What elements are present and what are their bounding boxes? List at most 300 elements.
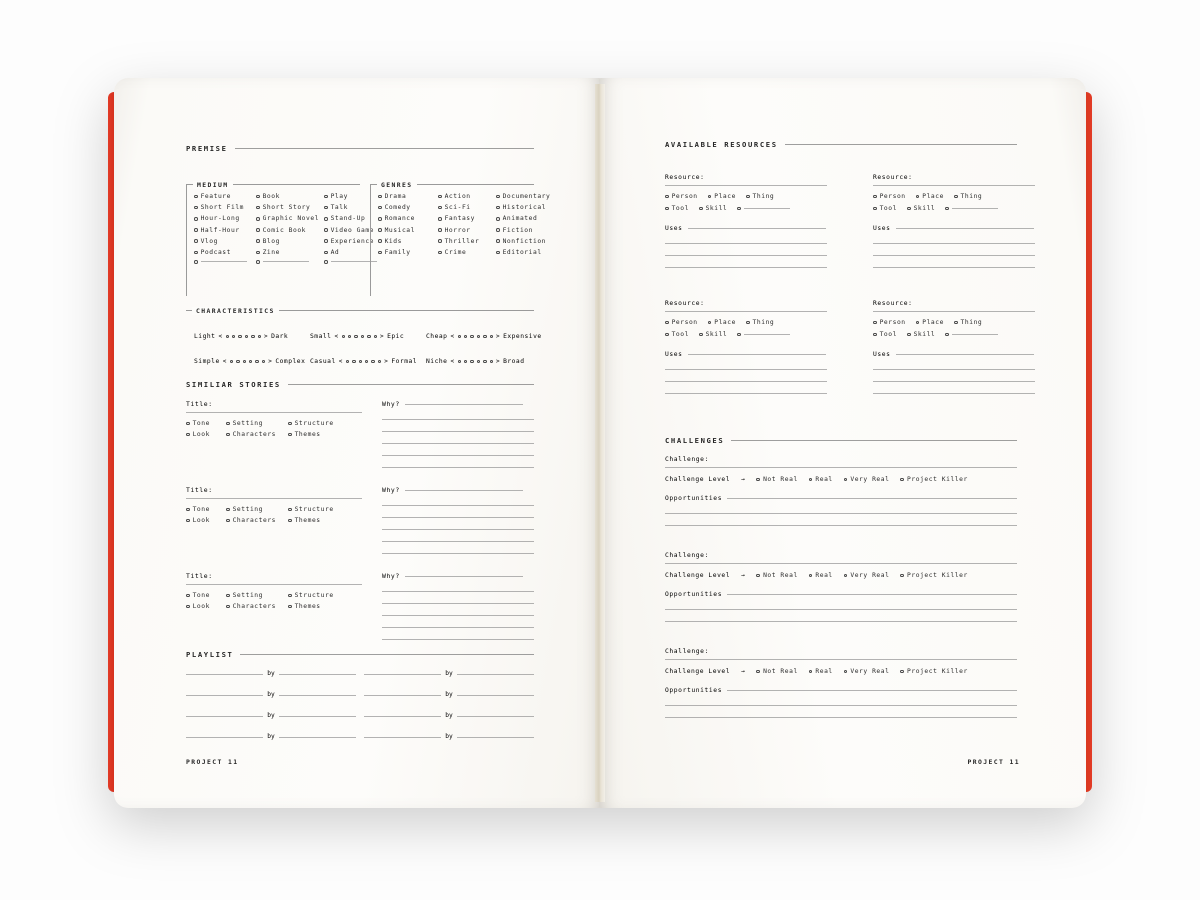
option-setting[interactable]: [226, 420, 286, 427]
option-graphic-novel[interactable]: [256, 215, 318, 222]
playlist-row[interactable]: [364, 670, 534, 677]
why-input-line[interactable]: [382, 553, 534, 554]
uses-input-line[interactable]: [873, 243, 1035, 244]
radio-circle-icon[interactable]: [378, 195, 382, 199]
playlist-row[interactable]: [364, 733, 534, 740]
option-tone[interactable]: [186, 420, 224, 427]
uses-input-line[interactable]: [665, 243, 827, 244]
option-themes[interactable]: [288, 431, 350, 438]
option-family[interactable]: [378, 249, 432, 256]
playlist-song-line[interactable]: [364, 716, 441, 717]
title-input-line[interactable]: [186, 498, 362, 499]
option-fiction[interactable]: [496, 227, 558, 234]
radio-circle-icon[interactable]: [907, 207, 911, 211]
playlist-artist-line[interactable]: [279, 737, 356, 738]
write-in-line[interactable]: [952, 334, 998, 335]
option-very-real[interactable]: [844, 572, 890, 579]
radio-circle-icon[interactable]: [809, 670, 813, 674]
radio-circle-icon[interactable]: [496, 228, 500, 232]
option-not-real[interactable]: [756, 668, 797, 675]
why-input-line[interactable]: [382, 591, 534, 592]
option-short-film[interactable]: [194, 204, 250, 211]
option-blank[interactable]: [737, 207, 790, 211]
radio-circle-icon[interactable]: [699, 333, 703, 337]
why-input-line[interactable]: [382, 505, 534, 506]
scale-dot-icon[interactable]: [470, 335, 473, 338]
radio-circle-icon[interactable]: [737, 207, 741, 211]
scale-dot-icon[interactable]: [490, 360, 493, 363]
option-person[interactable]: [665, 319, 698, 326]
radio-circle-icon[interactable]: [438, 195, 442, 199]
radio-circle-icon[interactable]: [665, 195, 669, 199]
option-look[interactable]: [186, 517, 224, 524]
scale-dot-icon[interactable]: [477, 360, 480, 363]
option-podcast[interactable]: [194, 249, 250, 256]
option-skill[interactable]: [699, 331, 727, 338]
playlist-song-line[interactable]: [186, 695, 263, 696]
why-input-line[interactable]: [382, 639, 534, 640]
radio-circle-icon[interactable]: [226, 594, 230, 598]
playlist-row[interactable]: [364, 691, 534, 698]
radio-circle-icon[interactable]: [809, 478, 813, 482]
why-input-line[interactable]: [382, 455, 534, 456]
why-input-line[interactable]: [382, 467, 534, 468]
option-drama[interactable]: [378, 193, 432, 200]
option-zine[interactable]: [256, 249, 318, 256]
challenge-input-line[interactable]: [665, 563, 1017, 564]
scale-dot-icon[interactable]: [230, 360, 233, 363]
scale-dot-icon[interactable]: [374, 335, 377, 338]
radio-circle-icon[interactable]: [844, 574, 848, 578]
uses-input-line[interactable]: [665, 255, 827, 256]
opportunities-input-line[interactable]: [727, 690, 1017, 691]
radio-circle-icon[interactable]: [708, 321, 712, 325]
scale-dot-icon[interactable]: [255, 360, 258, 363]
option-characters[interactable]: [226, 431, 286, 438]
option-characters[interactable]: [226, 603, 286, 610]
scale-dot-icon[interactable]: [258, 335, 261, 338]
option-fantasy[interactable]: [438, 215, 490, 222]
option-blank[interactable]: [945, 333, 998, 337]
playlist-song-line[interactable]: [364, 695, 441, 696]
write-in-line[interactable]: [952, 208, 998, 209]
radio-circle-icon[interactable]: [256, 260, 260, 264]
radio-circle-icon[interactable]: [256, 228, 260, 232]
why-input-line[interactable]: [382, 615, 534, 616]
radio-circle-icon[interactable]: [746, 195, 750, 199]
challenge-input-line[interactable]: [665, 467, 1017, 468]
playlist-artist-line[interactable]: [279, 716, 356, 717]
radio-circle-icon[interactable]: [256, 251, 260, 255]
option-tool[interactable]: [665, 205, 689, 212]
playlist-row[interactable]: [364, 712, 534, 719]
uses-input-line[interactable]: [873, 267, 1035, 268]
radio-circle-icon[interactable]: [226, 605, 230, 609]
radio-circle-icon[interactable]: [186, 594, 190, 598]
radio-circle-icon[interactable]: [756, 670, 760, 674]
radio-circle-icon[interactable]: [873, 321, 877, 325]
option-action[interactable]: [438, 193, 490, 200]
radio-circle-icon[interactable]: [324, 228, 328, 232]
scale-dot-icon[interactable]: [249, 360, 252, 363]
option-structure[interactable]: [288, 506, 350, 513]
option-vlog[interactable]: [194, 238, 250, 245]
option-place[interactable]: [916, 319, 944, 326]
option-tool[interactable]: [665, 331, 689, 338]
option-blank[interactable]: [194, 260, 250, 264]
characteristic-scale[interactable]: [194, 358, 310, 365]
radio-circle-icon[interactable]: [226, 433, 230, 437]
uses-input-line[interactable]: [873, 393, 1035, 394]
radio-circle-icon[interactable]: [708, 195, 712, 199]
radio-circle-icon[interactable]: [756, 574, 760, 578]
why-input-line[interactable]: [382, 431, 534, 432]
option-place[interactable]: [916, 193, 944, 200]
radio-circle-icon[interactable]: [256, 195, 260, 199]
radio-circle-icon[interactable]: [324, 206, 328, 210]
radio-circle-icon[interactable]: [438, 206, 442, 210]
playlist-artist-line[interactable]: [457, 674, 534, 675]
write-in-line[interactable]: [744, 208, 790, 209]
option-person[interactable]: [665, 193, 698, 200]
radio-circle-icon[interactable]: [256, 217, 260, 221]
radio-circle-icon[interactable]: [900, 478, 904, 482]
option-horror[interactable]: [438, 227, 490, 234]
radio-circle-icon[interactable]: [873, 207, 877, 211]
radio-circle-icon[interactable]: [194, 260, 198, 264]
scale-dot-icon[interactable]: [371, 360, 374, 363]
option-sci-fi[interactable]: [438, 204, 490, 211]
radio-circle-icon[interactable]: [746, 321, 750, 325]
opportunities-input-line[interactable]: [727, 594, 1017, 595]
radio-circle-icon[interactable]: [438, 239, 442, 243]
why-input-line[interactable]: [382, 529, 534, 530]
radio-circle-icon[interactable]: [945, 207, 949, 211]
option-book[interactable]: [256, 193, 318, 200]
radio-circle-icon[interactable]: [954, 321, 958, 325]
radio-circle-icon[interactable]: [378, 228, 382, 232]
scale-dot-icon[interactable]: [458, 360, 461, 363]
scale-dot-icon[interactable]: [236, 360, 239, 363]
radio-circle-icon[interactable]: [324, 217, 328, 221]
option-not-real[interactable]: [756, 476, 797, 483]
scale-dot-icon[interactable]: [367, 335, 370, 338]
radio-circle-icon[interactable]: [496, 251, 500, 255]
radio-circle-icon[interactable]: [945, 333, 949, 337]
option-hour-long[interactable]: [194, 215, 250, 222]
option-half-hour[interactable]: [194, 227, 250, 234]
playlist-row[interactable]: [186, 733, 356, 740]
radio-circle-icon[interactable]: [288, 422, 292, 426]
scale-dot-icon[interactable]: [348, 335, 351, 338]
radio-circle-icon[interactable]: [438, 228, 442, 232]
title-input-line[interactable]: [186, 584, 362, 585]
radio-circle-icon[interactable]: [916, 321, 920, 325]
radio-circle-icon[interactable]: [288, 508, 292, 512]
option-romance[interactable]: [378, 215, 432, 222]
option-comic-book[interactable]: [256, 227, 318, 234]
radio-circle-icon[interactable]: [226, 508, 230, 512]
option-tool[interactable]: [873, 331, 897, 338]
scale-dot-icon[interactable]: [243, 360, 246, 363]
option-documentary[interactable]: [496, 193, 558, 200]
scale-dot-icon[interactable]: [342, 335, 345, 338]
scale-dot-icon[interactable]: [490, 335, 493, 338]
why-input-line[interactable]: [382, 443, 534, 444]
radio-circle-icon[interactable]: [438, 217, 442, 221]
option-crime[interactable]: [438, 249, 490, 256]
scale-dot-icon[interactable]: [226, 335, 229, 338]
option-blank[interactable]: [256, 260, 318, 264]
option-comedy[interactable]: [378, 204, 432, 211]
scale-dot-icon[interactable]: [262, 360, 265, 363]
opportunities-input-line[interactable]: [665, 513, 1017, 514]
radio-circle-icon[interactable]: [665, 333, 669, 337]
radio-circle-icon[interactable]: [194, 251, 198, 255]
option-historical[interactable]: [496, 204, 558, 211]
uses-input-line[interactable]: [873, 369, 1035, 370]
radio-circle-icon[interactable]: [226, 519, 230, 523]
option-feature[interactable]: [194, 193, 250, 200]
radio-circle-icon[interactable]: [378, 206, 382, 210]
resource-input-line[interactable]: [665, 185, 827, 186]
opportunities-input-line[interactable]: [665, 621, 1017, 622]
radio-circle-icon[interactable]: [288, 433, 292, 437]
scale-dot-icon[interactable]: [361, 335, 364, 338]
uses-input-line[interactable]: [688, 228, 826, 229]
option-skill[interactable]: [699, 205, 727, 212]
uses-input-line[interactable]: [873, 381, 1035, 382]
playlist-row[interactable]: [186, 712, 356, 719]
why-input-line[interactable]: [405, 404, 523, 405]
why-input-line[interactable]: [382, 627, 534, 628]
why-input-line[interactable]: [382, 419, 534, 420]
radio-circle-icon[interactable]: [900, 574, 904, 578]
option-person[interactable]: [873, 319, 906, 326]
why-input-line[interactable]: [382, 541, 534, 542]
option-structure[interactable]: [288, 592, 350, 599]
opportunities-input-line[interactable]: [727, 498, 1017, 499]
uses-input-line[interactable]: [665, 267, 827, 268]
scale-dot-icon[interactable]: [354, 335, 357, 338]
radio-circle-icon[interactable]: [496, 206, 500, 210]
option-editorial[interactable]: [496, 249, 558, 256]
option-very-real[interactable]: [844, 476, 890, 483]
why-input-line[interactable]: [405, 490, 523, 491]
radio-circle-icon[interactable]: [378, 217, 382, 221]
option-not-real[interactable]: [756, 572, 797, 579]
scale-dot-icon[interactable]: [346, 360, 349, 363]
option-look[interactable]: [186, 603, 224, 610]
radio-circle-icon[interactable]: [194, 228, 198, 232]
playlist-artist-line[interactable]: [457, 716, 534, 717]
radio-circle-icon[interactable]: [954, 195, 958, 199]
radio-circle-icon[interactable]: [256, 239, 260, 243]
scale-dot-icon[interactable]: [483, 335, 486, 338]
why-input-line[interactable]: [382, 517, 534, 518]
radio-circle-icon[interactable]: [324, 260, 328, 264]
scale-dot-icon[interactable]: [238, 335, 241, 338]
option-real[interactable]: [809, 476, 833, 483]
radio-circle-icon[interactable]: [809, 574, 813, 578]
option-look[interactable]: [186, 431, 224, 438]
radio-circle-icon[interactable]: [873, 195, 877, 199]
resource-input-line[interactable]: [873, 185, 1035, 186]
option-short-story[interactable]: [256, 204, 318, 211]
option-blank[interactable]: [945, 207, 998, 211]
characteristic-scale[interactable]: [310, 333, 426, 340]
radio-circle-icon[interactable]: [496, 195, 500, 199]
option-real[interactable]: [809, 572, 833, 579]
radio-circle-icon[interactable]: [438, 251, 442, 255]
radio-circle-icon[interactable]: [756, 478, 760, 482]
radio-circle-icon[interactable]: [324, 195, 328, 199]
option-project-killer[interactable]: [900, 572, 967, 579]
playlist-song-line[interactable]: [364, 737, 441, 738]
scale-dot-icon[interactable]: [464, 335, 467, 338]
radio-circle-icon[interactable]: [665, 207, 669, 211]
characteristic-scale[interactable]: [194, 333, 310, 340]
option-tone[interactable]: [186, 506, 224, 513]
option-very-real[interactable]: [844, 668, 890, 675]
radio-circle-icon[interactable]: [186, 433, 190, 437]
scale-dot-icon[interactable]: [245, 335, 248, 338]
scale-dot-icon[interactable]: [477, 335, 480, 338]
playlist-artist-line[interactable]: [279, 674, 356, 675]
option-thing[interactable]: [746, 193, 774, 200]
option-tone[interactable]: [186, 592, 224, 599]
playlist-artist-line[interactable]: [457, 737, 534, 738]
option-animated[interactable]: [496, 215, 558, 222]
option-setting[interactable]: [226, 592, 286, 599]
opportunities-input-line[interactable]: [665, 705, 1017, 706]
option-tool[interactable]: [873, 205, 897, 212]
radio-circle-icon[interactable]: [496, 217, 500, 221]
why-input-line[interactable]: [405, 576, 523, 577]
scale-dot-icon[interactable]: [470, 360, 473, 363]
write-in-line[interactable]: [263, 261, 309, 262]
radio-circle-icon[interactable]: [844, 670, 848, 674]
scale-dot-icon[interactable]: [232, 335, 235, 338]
radio-circle-icon[interactable]: [256, 206, 260, 210]
opportunities-input-line[interactable]: [665, 717, 1017, 718]
option-blog[interactable]: [256, 238, 318, 245]
radio-circle-icon[interactable]: [288, 594, 292, 598]
radio-circle-icon[interactable]: [194, 195, 198, 199]
characteristic-scale[interactable]: [426, 358, 542, 365]
uses-input-line[interactable]: [896, 354, 1034, 355]
scale-dot-icon[interactable]: [378, 360, 381, 363]
write-in-line[interactable]: [744, 334, 790, 335]
radio-circle-icon[interactable]: [194, 206, 198, 210]
challenge-input-line[interactable]: [665, 659, 1017, 660]
radio-circle-icon[interactable]: [907, 333, 911, 337]
option-themes[interactable]: [288, 603, 350, 610]
option-setting[interactable]: [226, 506, 286, 513]
option-nonfiction[interactable]: [496, 238, 558, 245]
uses-input-line[interactable]: [896, 228, 1034, 229]
radio-circle-icon[interactable]: [186, 508, 190, 512]
opportunities-input-line[interactable]: [665, 525, 1017, 526]
option-thriller[interactable]: [438, 238, 490, 245]
uses-input-line[interactable]: [665, 381, 827, 382]
opportunities-input-line[interactable]: [665, 609, 1017, 610]
uses-input-line[interactable]: [688, 354, 826, 355]
radio-circle-icon[interactable]: [699, 207, 703, 211]
playlist-row[interactable]: [186, 670, 356, 677]
radio-circle-icon[interactable]: [324, 239, 328, 243]
characteristic-scale[interactable]: [426, 333, 542, 340]
playlist-artist-line[interactable]: [457, 695, 534, 696]
resource-input-line[interactable]: [665, 311, 827, 312]
option-skill[interactable]: [907, 205, 935, 212]
characteristic-scale[interactable]: [310, 358, 426, 365]
playlist-row[interactable]: [186, 691, 356, 698]
option-skill[interactable]: [907, 331, 935, 338]
playlist-song-line[interactable]: [186, 674, 263, 675]
radio-circle-icon[interactable]: [288, 605, 292, 609]
option-real[interactable]: [809, 668, 833, 675]
option-kids[interactable]: [378, 238, 432, 245]
option-thing[interactable]: [746, 319, 774, 326]
option-characters[interactable]: [226, 517, 286, 524]
radio-circle-icon[interactable]: [194, 217, 198, 221]
option-project-killer[interactable]: [900, 476, 967, 483]
radio-circle-icon[interactable]: [288, 519, 292, 523]
option-themes[interactable]: [288, 517, 350, 524]
scale-dot-icon[interactable]: [464, 360, 467, 363]
scale-dot-icon[interactable]: [365, 360, 368, 363]
title-input-line[interactable]: [186, 412, 362, 413]
option-thing[interactable]: [954, 319, 982, 326]
uses-input-line[interactable]: [873, 255, 1035, 256]
option-project-killer[interactable]: [900, 668, 967, 675]
scale-dot-icon[interactable]: [483, 360, 486, 363]
playlist-song-line[interactable]: [364, 674, 441, 675]
radio-circle-icon[interactable]: [378, 251, 382, 255]
radio-circle-icon[interactable]: [900, 670, 904, 674]
scale-dot-icon[interactable]: [359, 360, 362, 363]
playlist-artist-line[interactable]: [279, 695, 356, 696]
radio-circle-icon[interactable]: [378, 239, 382, 243]
radio-circle-icon[interactable]: [844, 478, 848, 482]
playlist-song-line[interactable]: [186, 716, 263, 717]
write-in-line[interactable]: [201, 261, 247, 262]
uses-input-line[interactable]: [665, 369, 827, 370]
radio-circle-icon[interactable]: [665, 321, 669, 325]
scale-dot-icon[interactable]: [458, 335, 461, 338]
scale-dot-icon[interactable]: [352, 360, 355, 363]
radio-circle-icon[interactable]: [186, 605, 190, 609]
radio-circle-icon[interactable]: [186, 422, 190, 426]
why-input-line[interactable]: [382, 603, 534, 604]
option-blank[interactable]: [737, 333, 790, 337]
option-person[interactable]: [873, 193, 906, 200]
radio-circle-icon[interactable]: [226, 422, 230, 426]
radio-circle-icon[interactable]: [194, 239, 198, 243]
option-structure[interactable]: [288, 420, 350, 427]
resource-input-line[interactable]: [873, 311, 1035, 312]
option-musical[interactable]: [378, 227, 432, 234]
radio-circle-icon[interactable]: [496, 239, 500, 243]
radio-circle-icon[interactable]: [916, 195, 920, 199]
option-thing[interactable]: [954, 193, 982, 200]
radio-circle-icon[interactable]: [737, 333, 741, 337]
option-place[interactable]: [708, 193, 736, 200]
playlist-song-line[interactable]: [186, 737, 263, 738]
uses-input-line[interactable]: [665, 393, 827, 394]
radio-circle-icon[interactable]: [873, 333, 877, 337]
